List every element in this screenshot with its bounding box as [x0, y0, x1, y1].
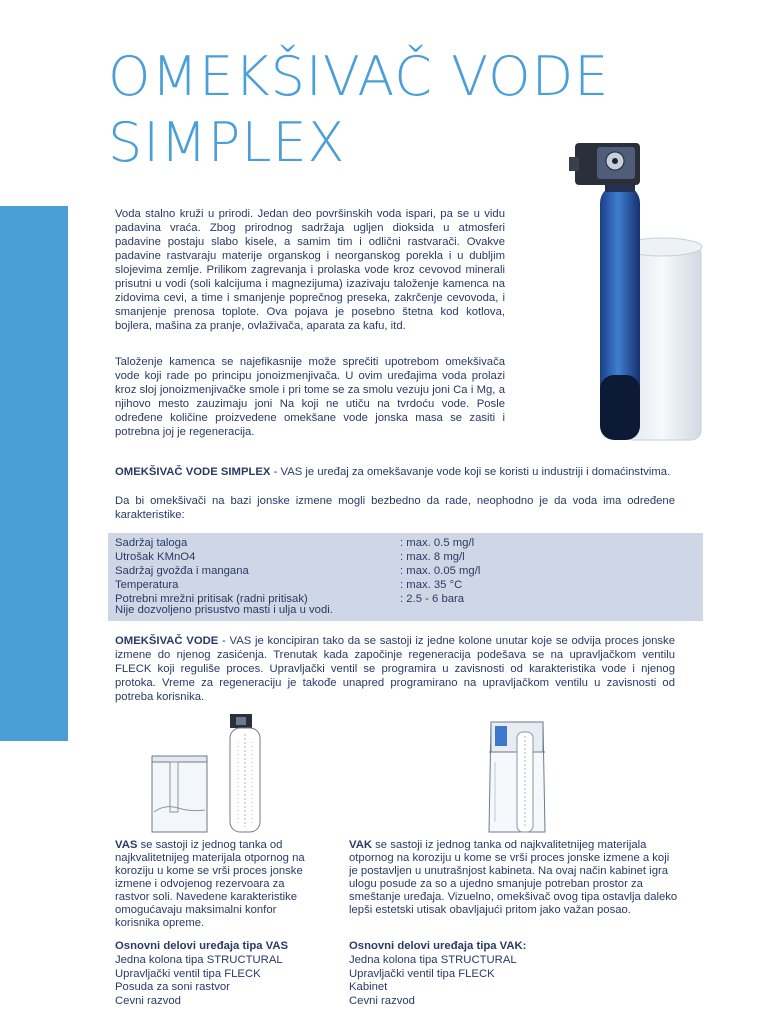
vas-parts-list — [115, 954, 315, 1008]
simplex-name: OMEKŠIVAČ VODE SIMPLEX — [115, 466, 271, 478]
intro-paragraph-2: Taloženje kamenca se najefikasnije može sprečiti upotrebom omekšivača vode koji rade po principu jonoizmenjivača. U ovim uređajima voda prolazi kroz sloj jonoizmenjivačke smole i pri tome se za smolu vezuju joni Ca i Mg, a njihovo mesto zauzimaju joni Na koji ne utiču na tvrdoću vode. Posle određene količine proizvedene omekšane vode jonska masa se zasiti i potrebna joj je regeneracija. — [115, 356, 505, 438]
spec-name: Utrošak KMnO4 — [115, 551, 196, 563]
vak-description — [349, 839, 679, 917]
specifications-table — [108, 533, 703, 621]
list-item: Jedna kolona tipa STRUCTURAL — [115, 954, 283, 966]
spec-name: Sadržaj taloga — [115, 537, 188, 549]
spec-value: : max. 8 mg/l — [400, 551, 465, 563]
vas-diagram — [150, 712, 270, 837]
vak-name: VAK — [349, 839, 373, 851]
vode-name: OMEKŠIVAČ VODE — [115, 635, 219, 647]
requirements-text: Da bi omekšivači na bazi jonske izmene mogli bezbedno da rade, neophodno je da voda ima određene karakteristike: — [115, 495, 675, 521]
list-item: Upravljački ventil tipa FLECK — [115, 967, 261, 980]
spec-name: Temperatura — [115, 579, 179, 591]
title-line-2: SIMPLEX — [108, 111, 346, 174]
vas-name: VAS — [115, 839, 138, 851]
simplex-text: - VAS je uređaj za omekšavanje vode koji se koristi u industriji i domaćinstvima. — [270, 466, 671, 478]
softener-photo — [555, 135, 715, 455]
vak-parts-title: Osnovni delovi uređaja tipa VAK: — [349, 940, 527, 952]
vak-parts-list — [349, 954, 649, 1008]
intro-paragraph-1: Voda stalno kruži u prirodi. Jedan deo površinskih voda ispari, pa se u vidu padavina vraća. Zbog prirodnog sadržaja ugljen dioksida u atmosferi padavine postaju slabo kisele, a samim tim i odlični rastvarači. Ovakve padavine rastvaraju materije organskog i neorganskog porekla i u dubljim slojevima zemlje. Prilikom zagrevanja i prolaska vode kroz cevovod minerali prisutni u vodi (soli kalcijuma i magnezijuma) izazivaju taloženje kamenca na zidovima cevi, a time i smanjenje poprečnog preseka, zakrčenje cevovoda, i smanjenje prenosa toplote. Ova pojava je posebno štetna kod kotlova, bojlera, mašina za pranje, ovlaživača, aparata za kafu, itd. — [115, 208, 505, 332]
spec-note: Nije dozvoljeno prisustvo masti i ulja u vodi. — [115, 604, 333, 616]
list-item: Kabinet — [349, 981, 388, 993]
spec-value: : max. 0.5 mg/l — [400, 537, 475, 549]
spec-value: : max. 0.05 mg/l — [400, 565, 481, 577]
list-item: Cevni razvod — [115, 994, 181, 1007]
title-line-1: OMEKŠIVAČ VODE — [108, 45, 610, 108]
vas-description — [115, 839, 315, 930]
spec-name: Potrebni mrežni pritisak (radni pritisak) — [115, 593, 308, 605]
vode-description — [115, 634, 675, 704]
vode-text: - VAS je koncipiran tako da se sastoji iz jedne kolone unutar koje se odvija proces jonske izmene do njenog zasićenja. Trenutak kada započinje regeneracija podešava se na upravljačkom ventilu FLECK koji reguliše proces. Upravljački ventil se programira u zavisnosti od karakteristika vode i njenog protoka. Vreme za regeneraciju je takođe unapred programirano na upravljačkom ventilu u zavisnosti od potreba korisnika. — [115, 635, 675, 703]
list-item: Upravljački ventil tipa FLECK — [349, 967, 495, 980]
vas-text: se sastoji iz jednog tanka od najkvalitetnijeg materijala otpornog na koroziju u kome se vrši proces jonske izmene i odvojenog rezervoara za rastvor soli. Navedene karakteristike omogućavaju maksimalni konfor korisnika opreme. — [115, 839, 305, 929]
simplex-description — [115, 465, 675, 479]
spec-value: : max. 35 °C — [400, 579, 463, 591]
vak-diagram — [485, 712, 555, 837]
accent-sidebar-bar — [0, 206, 68, 741]
list-item: Posuda za soni rastvor — [115, 981, 230, 993]
list-item: Cevni razvod — [349, 994, 415, 1007]
spec-value: : 2.5 - 6 bara — [400, 593, 465, 605]
list-item: Jedna kolona tipa STRUCTURAL — [349, 954, 517, 966]
spec-name: Sadržaj gvožđa i mangana — [115, 565, 249, 577]
vas-parts-title: Osnovni delovi uređaja tipa VAS — [115, 940, 289, 952]
vak-text: se sastoji iz jednog tanka od najkvalitetnijeg materijala otpornog na koroziju u kome se vrši proces jonske izmene a koji je postavljen u unutrašnjost kabineta. Na ovaj način kabinet igra ulogu posude za so a ujedno smanjuje potreban prostor za smeštanje uređaja. Vizuelno, omekšivač ovog tipa ostavlja daleko lepši estetski utisak obavljajući pritom jako važan posao. — [349, 839, 678, 916]
